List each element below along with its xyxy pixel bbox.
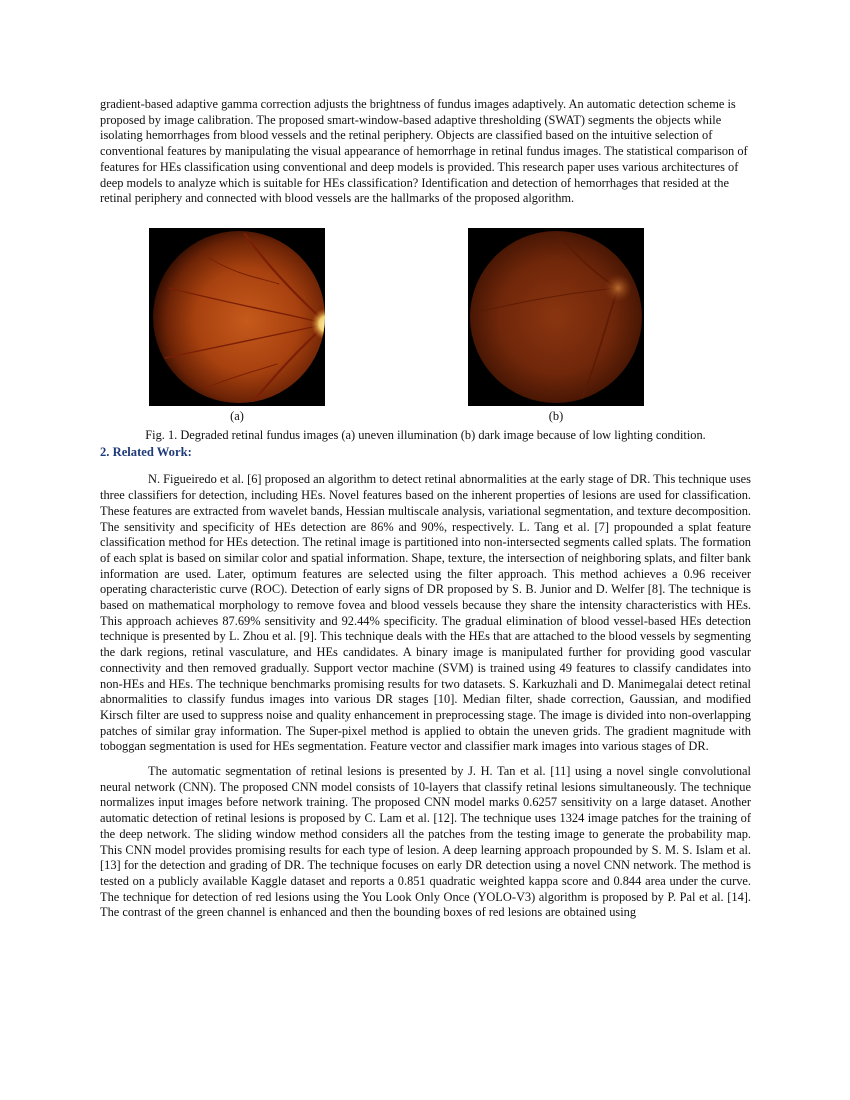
section-heading: 2. Related Work: — [100, 445, 192, 460]
fundus-image-a — [149, 228, 325, 406]
related-work-paragraph-1: N. Figueiredo et al. [6] proposed an algorithm to detect retinal abnormalities at the early stage of DR. This technique uses three classifiers for detection, including HEs. Novel features based on the inherent properties of lesions are used for classification. These features are extracted from wavelet bands, Hessian multiscale analysis, variational segmentation, and texture decomposition. The sensitivity and specificity of HEs detection are 86% and 90%, respectively. L. Tang et al. [7] propounded a splat feature classification method for HEs detection. The retinal image is partitioned into non-intersected segments called splats. The formation of each splat is based on similar color and spatial information. Shape, texture, the intersection of neighboring splats, and filter bank information are used. Later, optimum features are selected using the filter approach. This method achieves a 0.96 receiver operating characteristic curve (ROC). Detection of early signs of DR proposed by S. B. Junior and D. Welfer [8]. The technique is based on mathematical morphology to remove fovea and blood vessels because they share the intensity characteristics with HEs. This approach achieves 87.69% sensitivity and 92.44% specificity. The gradual elimination of blood vessel-based HEs detection technique is presented by L. Zhou et al. [9]. This technique deals with the HEs that are attached to the blood vessels by segmenting the dark regions, retinal vasculature, and HEs candidates. A binary image is manipulated further for providing good vascular connectivity and then removed gradually. Support vector machine (SVM) is trained using 49 features to classify candidates into non-HEs and HEs. The technique benchmarks promising results for two datasets. S. Karkuzhali and D. Manimegalai detect retinal abnormalities to classify fundus images into various DR stages [10]. Median filter, shade correction, Gaussian, and modified Kirsch filter are used to suppress noise and quality enhancement in preprocessing stage. The image is divided into non-overlapping patches of similar gray information. The Super-pixel method is applied to obtain the uneven grids. The gradient magnitude with toboggan segmentation is used for HEs segmentation. Feature vector and classifier mark images into various stages of DR. — [100, 472, 751, 754]
figure-1 — [100, 228, 751, 428]
subcaption-b: (b) — [548, 408, 564, 423]
related-work-paragraph-2: The automatic segmentation of retinal lesions is presented by J. H. Tan et al. [11] using a novel single convolutional neural network (CNN). The proposed CNN model consists of 10-layers that classify retinal lesions simultaneously. The technique normalizes input images before network training. The proposed CNN model marks 0.6257 sensitivity on a large dataset. Another automatic detection of retinal lesions is proposed by C. Lam et al. [12]. The technique uses 1324 image patches for the training of the deep network. The sliding window method considers all the patches from the testing image to generate the probability map. This CNN model provides promising results for each type of lesion. A deep learning approach propounded by S. M. S. Islam et al. [13] for the detection and grading of DR. The technique focuses on early DR detection using a novel CNN network. The method is tested on a publicly available Kaggle dataset and reports a 0.851 quadratic weighted kappa score and 0.844 area under the curve. The technique for detection of red lesions using the You Look Only Once (YOLO-V3) algorithm is proposed by P. Pal et al. [14]. The contrast of the green channel is enhanced and then the bounding boxes of red lesions are obtained using — [100, 764, 751, 920]
fundus-image-b — [468, 228, 644, 406]
figure-caption: Fig. 1. Degraded retinal fundus images (a) uneven illumination (b) dark image because of low lighting condition. — [145, 427, 706, 442]
paragraph-spacer — [100, 755, 751, 764]
intro-paragraph: gradient-based adaptive gamma correction adjusts the brightness of fundus images adaptively. An automatic detection scheme is proposed by image calibration. The proposed smart-window-based adaptive thresholding (SWAT) segments the objects while isolating hemorrhages from blood vessels and the retinal periphery. Objects are classified based on the intuitive selection of conventional features by manipulating the visual appearance of hemorrhage in retinal fundus images. The statistical comparison of features for HEs classification using conventional and deep models is provided. This research paper uses various architectures of deep models to analyze which is suitable for HEs classification? Identification and detection of hemorrhages that resided at the retinal periphery and connected with blood vessels are the hallmarks of the proposed algorithm. — [100, 97, 748, 206]
subcaption-a: (a) — [230, 408, 244, 423]
paper-page — [100, 97, 751, 921]
